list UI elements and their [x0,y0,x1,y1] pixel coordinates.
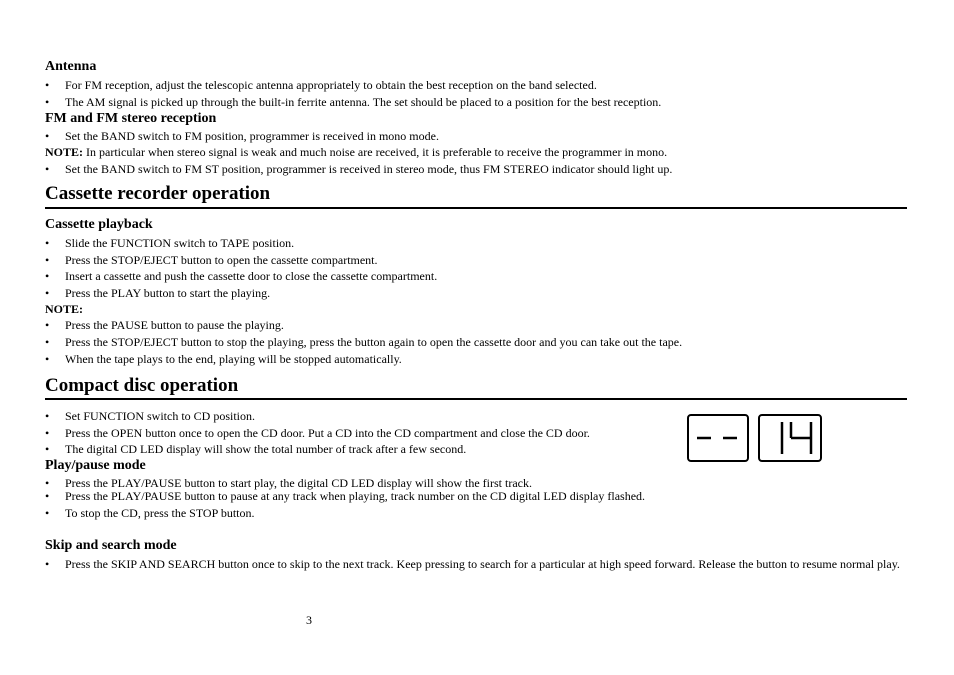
cd-bullet-3: The digital CD LED display will show the total number of track after a few second. [65,442,467,456]
cassette-note-label: NOTE: [45,302,84,316]
skip-bullet: Press the SKIP AND SEARCH button once to skip to the next track. Keep pressing to search for a particular at high speed forward. Release the button to resume normal play. [65,557,900,571]
cd-bullet-2: Press the OPEN button once to open the CD door. Put a CD into the CD compartment and close the CD door. [65,426,590,440]
bullet-icon: • [45,352,50,366]
bullet-icon: • [45,269,50,283]
fm-title: FM and FM stereo reception [45,111,217,126]
section-rule [45,398,907,400]
bullet-icon: • [45,286,50,300]
bullet-icon: • [45,506,50,520]
bullet-icon: • [45,95,50,109]
fm-note-text: In particular when stereo signal is weak and much noise are received, it is preferable to receive the programmer in mono. [83,145,668,159]
play-bullet-1: Press the PLAY/PAUSE button to start play, the digital CD LED display will show the first track. [65,476,532,490]
cd-bullet-1: Set FUNCTION switch to CD position. [65,409,256,423]
bullet-icon: • [45,162,50,176]
play-bullet-2: Press the PLAY/PAUSE button to pause at any track when playing, track number on the CD digital LED display flashed. [65,489,646,503]
bullet-icon: • [45,557,50,571]
cassette-note-bullet-3: When the tape plays to the end, playing will be stopped automatically. [65,352,402,366]
bullet-icon: • [45,442,50,456]
bullet-icon: • [45,129,50,143]
bullet-icon: • [45,236,50,250]
fm-bullet-1: Set the BAND switch to FM position, programmer is received in mono mode. [65,129,439,143]
cassette-bullet-2: Press the STOP/EJECT button to open the cassette compartment. [65,253,378,267]
cassette-note-bullet-2: Press the STOP/EJECT button to stop the playing, press the button again to open the cassette door and you can take out the tape. [65,335,683,349]
bullet-icon: • [45,318,50,332]
play-bullet-3: To stop the CD, press the STOP button. [65,506,255,520]
led-right-panel [758,414,822,462]
antenna-bullet-1: For FM reception, adjust the telescopic antenna appropriately to obtain the best reception on the band selected. [65,78,597,92]
cd-heading: Compact disc operation [45,375,239,396]
antenna-bullet-2: The AM signal is picked up through the built-in ferrite antenna. The set should be placed to a position for the best reception. [65,95,662,109]
bullet-icon: • [45,335,50,349]
cassette-note-bullet-1: Press the PAUSE button to pause the playing. [65,318,284,332]
antenna-title: Antenna [45,59,97,74]
cassette-bullet-4: Press the PLAY button to start the playing. [65,286,271,300]
bullet-icon: • [45,409,50,423]
led-dashes-icon [689,416,747,460]
bullet-icon: • [45,476,50,490]
cassette-bullet-1: Slide the FUNCTION switch to TAPE position. [65,236,295,250]
cassette-heading: Cassette recorder operation [45,183,271,204]
cassette-sub: Cassette playback [45,217,153,232]
led-left-panel [687,414,749,462]
page-number: 3 [306,613,312,627]
bullet-icon: • [45,426,50,440]
cassette-bullet-3: Insert a cassette and push the cassette door to close the cassette compartment. [65,269,438,283]
bullet-icon: • [45,489,50,503]
led-digits-icon [760,416,820,460]
bullet-icon: • [45,78,50,92]
note-label: NOTE: [45,145,84,159]
fm-bullet-2: Set the BAND switch to FM ST position, programmer is received in stereo mode, thus FM STEREO indicator should light up. [65,162,673,176]
skip-search-title: Skip and search mode [45,538,177,553]
bullet-icon: • [45,253,50,267]
fm-note [45,145,667,159]
play-pause-title: Play/pause mode [45,458,146,473]
section-rule [45,207,907,209]
